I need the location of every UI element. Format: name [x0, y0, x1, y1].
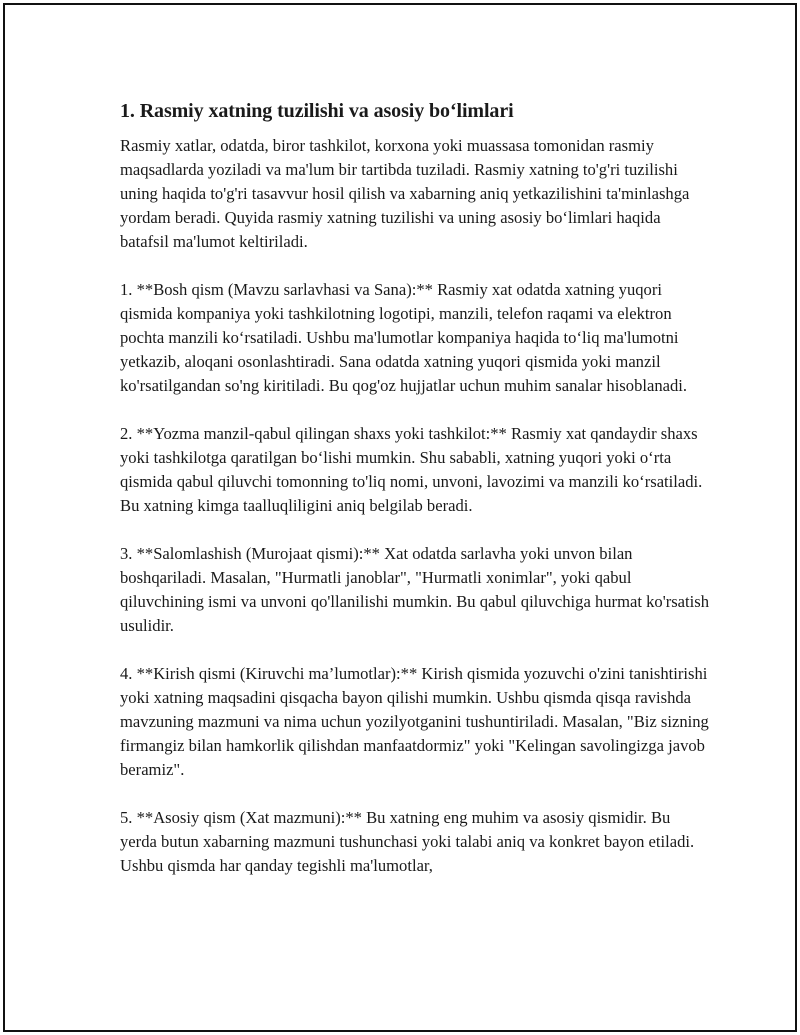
document-body — [120, 97, 710, 902]
section-heading: 1. Rasmiy xatning tuzilishi va asosiy bo‘limlari — [120, 100, 514, 122]
paragraph-asosiy-qism: 5. **Asosiy qism (Xat mazmuni):** Bu xatning eng muhim va asosiy qismidir. Bu yerda butun xabarning mazmuni tushunchasi yoki talabi aniq va konkret bayon etiladi. Ushbu qismda har qanday tegishli ma'lumotlar, — [120, 808, 695, 875]
paragraph-yozma-manzil: 2. **Yozma manzil-qabul qilingan shaxs yoki tashkilot:** Rasmiy xat qandaydir shaxs yoki tashkilotga qaratilgan bo‘lishi mumkin. Shu sababli, xatning yuqori yoki o‘rta qismida qabul qiluvchi tomonning to'liq nomi, unvoni, lavozimi va manzili ko‘rsatiladi. Bu xatning kimga taalluqliligini aniq belgilab beradi. — [120, 424, 703, 515]
paragraph-bosh-qism: 1. **Bosh qism (Mavzu sarlavhasi va Sana):** Rasmiy xat odatda xatning yuqori qismida kompaniya yoki tashkilotning logotipi, manzili, telefon raqami va elektron pochta manzili ko‘rsatiladi. Ushbu ma'lumotlar kompaniya haqida to‘liq ma'lumotni yetkazib, aloqani osonlashtiradi. Sana odatda xatning yuqori qismida yoki manzil ko'rsatilgandan so'ng kiritiladi. Bu qog'oz hujjatlar uchun muhim sanalar hisoblanadi. — [120, 280, 688, 395]
page-border — [3, 3, 797, 1032]
paragraph-kirish-qismi: 4. **Kirish qismi (Kiruvchi ma’lumotlar):** Kirish qismida yozuvchi o'zini tanishtirishi yoki xatning maqsadini qisqacha bayon qilishi mumkin. Ushbu qismda qisqa ravishda mavzuning mazmuni va nima uchun yozilyotganini tushuntiriladi. Masalan, "Biz sizning firmangiz bilan hamkorlik qilishdan manfaatdormiz" yoki "Kelingan savolingizga javob beramiz". — [120, 664, 709, 779]
paragraph-salomlashish: 3. **Salomlashish (Murojaat qismi):** Xat odatda sarlavha yoki unvon bilan boshqariladi. Masalan, "Hurmatli janoblar", "Hurmatli xonimlar", yoki qabul qiluvchining ismi va unvoni qo'llanilishi mumkin. Bu qabul qiluvchiga hurmat ko'rsatish usulidir. — [120, 544, 710, 635]
intro-paragraph: Rasmiy xatlar, odatda, biror tashkilot, korxona yoki muassasa tomonidan rasmiy maqsadlarda yoziladi va ma'lum bir tartibda tuziladi. Rasmiy xatning to'g'ri tuzilishi uning haqida to'g'ri tasavvur hosil qilish va xabarning aniq yetkazilishini ta'minlashga yordam beradi. Quyida rasmiy xatning tuzilishi va uning asosiy bo‘limlari haqida batafsil ma'lumot keltiriladi. — [120, 136, 690, 251]
